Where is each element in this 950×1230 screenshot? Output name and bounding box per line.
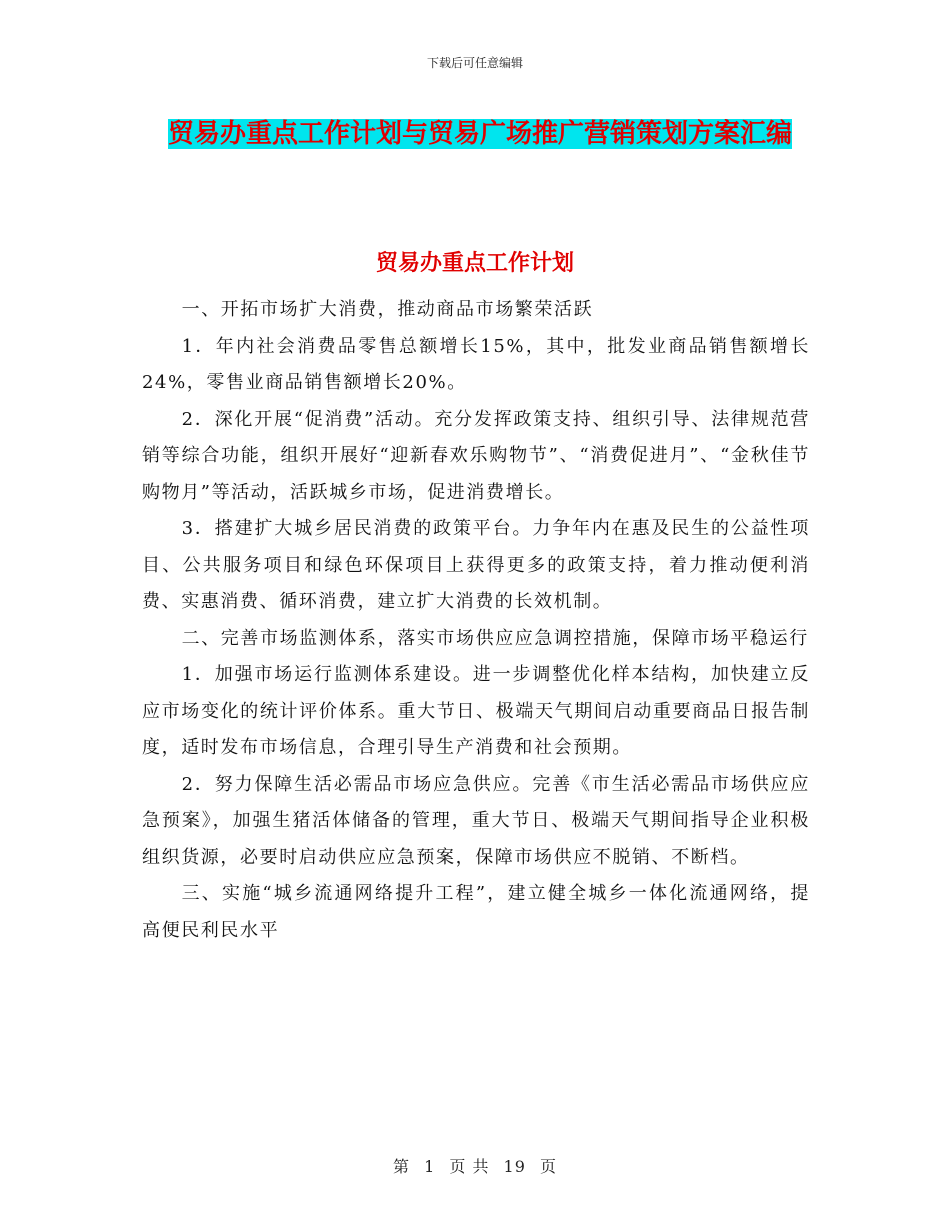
paragraph: 一、开拓市场扩大消费，推动商品市场繁荣活跃 [181, 299, 594, 320]
footer-middle: 页 共 [449, 1157, 490, 1176]
document-title [140, 110, 820, 158]
page-number: 1 [424, 1157, 436, 1176]
page-footer [0, 1154, 950, 1177]
page-total: 19 [503, 1157, 526, 1176]
footer-suffix: 页 [540, 1157, 558, 1176]
paragraph: 1．年内社会消费品零售总额增长15%，其中，批发业商品销售额增长24%，零售业商品销售额增长20%。 [142, 335, 810, 393]
footer-prefix: 第 [392, 1157, 410, 1176]
document-body [142, 292, 810, 949]
section-title: 贸易办重点工作计划 [375, 251, 574, 276]
paragraph: 2．努力保障生活必需品市场应急供应。完善《市生活必需品市场供应应急预案》，加强生猪活体储备的管理，重大节日、极端天气期间指导企业积极组织货源，必要时启动供应应急预案，保障市场供应不脱销、不断档。 [142, 773, 810, 868]
paragraph: 2．深化开展“促消费”活动。充分发挥政策支持、组织引导、法律规范营销等综合功能，组织开展好“迎新春欢乐购物节”、“消费促进月”、“金秋佳节购物月”等活动，活跃城乡市场，促进消费增长。 [142, 408, 810, 503]
paragraph: 三、实施“城乡流通网络提升工程”，建立健全城乡一体化流通网络，提高便民利民水平 [142, 883, 810, 941]
paragraph: 1．加强市场运行监测体系建设。进一步调整优化样本结构，加快建立反应市场变化的统计评价体系。重大节日、极端天气期间启动重要商品日报告制度，适时发布市场信息，合理引导生产消费和社会预期。 [142, 664, 810, 758]
document-title-text: 贸易办重点工作计划与贸易广场推广营销策划方案汇编 [167, 119, 792, 149]
paragraph: 3．搭建扩大城乡居民消费的政策平台。力争年内在惠及民生的公益性项目、公共服务项目和绿色环保项目上获得更多的政策支持，着力推动便利消费、实惠消费、循环消费，建立扩大消费的长效机制。 [142, 518, 810, 612]
page-header: 下载后可任意编辑 [426, 56, 523, 70]
paragraph: 二、完善市场监测体系，落实市场供应应急调控措施，保障市场平稳运行 [181, 627, 809, 649]
